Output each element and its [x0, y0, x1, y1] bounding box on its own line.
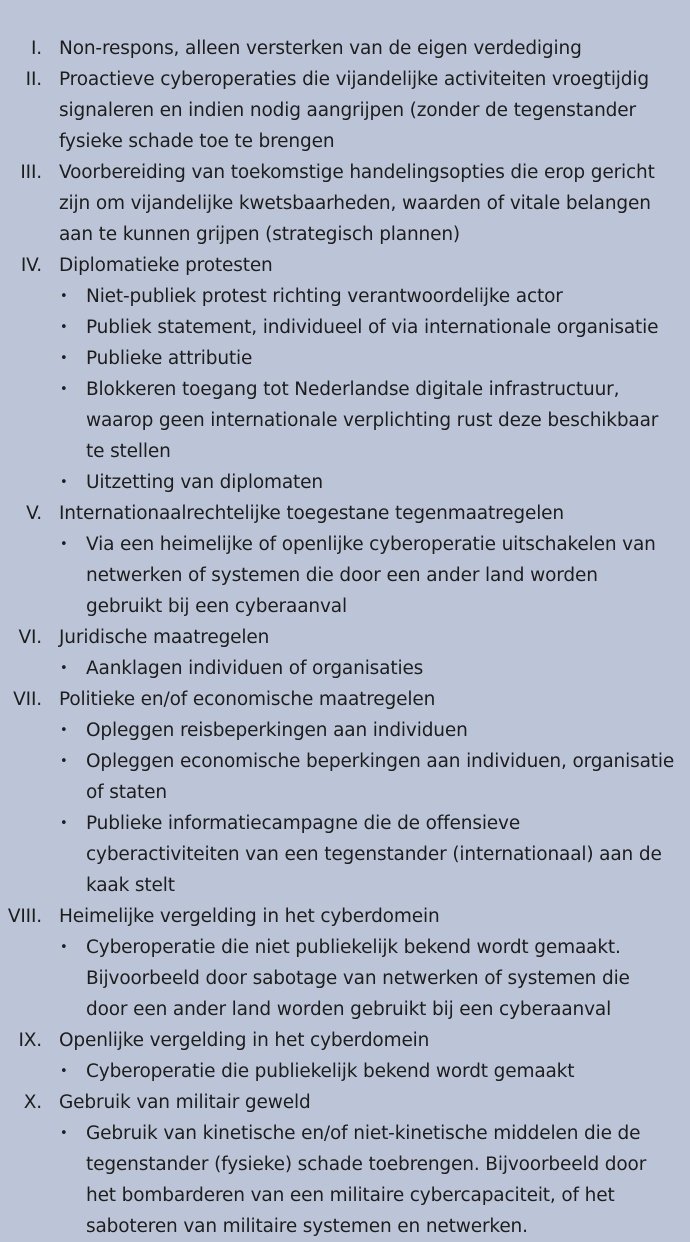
sub-item	[0, 374, 690, 467]
list-item	[0, 684, 690, 901]
item-numeral: IV.	[20, 255, 42, 276]
list-item	[0, 157, 690, 250]
bullet-marker: •	[60, 289, 68, 304]
item-text: Voorbereiding van toekomstige handelingsopties die erop gericht zijn om vijandelijke kwetsbaarheden, waarden of vitale belangen aan te kunnen grijpen (strategisch plannen)	[59, 162, 655, 245]
sub-item	[0, 715, 690, 746]
item-text: Gebruik van militair geweld	[59, 1092, 311, 1113]
item-numeral: V.	[26, 503, 42, 524]
bullet-marker: •	[60, 816, 68, 831]
list-item	[0, 498, 690, 622]
item-text: Openlijke vergelding in het cyberdomein	[59, 1030, 430, 1051]
sub-item	[0, 808, 690, 901]
item-text: Internationaalrechtelijke toegestane tegenmaatregelen	[59, 503, 564, 524]
sub-item	[0, 312, 690, 343]
bullet-marker: •	[60, 1064, 68, 1079]
item-numeral: I.	[30, 38, 42, 59]
item-text: Proactieve cyberoperaties die vijandelijke activiteiten vroegtijdig signaleren en indien nodig aangrijpen (zonder de tegenstander fysieke schade toe te brengen	[59, 69, 649, 152]
bullet-marker: •	[60, 754, 68, 769]
sub-item	[0, 1056, 690, 1087]
sub-item-text: Gebruik van kinetische en/of niet-kinetische middelen die de tegenstander (fysieke) schade toebrengen. Bijvoorbeeld door het bombarderen van een militaire cybercapaciteit, of het saboteren van militaire systemen en netwerken.	[86, 1123, 647, 1237]
sub-item-text: Cyberoperatie die publiekelijk bekend wordt gemaakt	[86, 1061, 575, 1082]
item-text: Juridische maatregelen	[59, 627, 270, 648]
sub-item-text: Blokkeren toegang tot Nederlandse digitale infrastructuur, waarop geen internationale verplichting rust deze beschikbaar te stellen	[86, 379, 659, 462]
item-numeral: IX.	[18, 1030, 42, 1051]
item-text: Non-respons, alleen versterken van de eigen verdediging	[59, 38, 582, 59]
bullet-marker: •	[60, 1126, 68, 1141]
bullet-marker: •	[60, 940, 68, 955]
sub-item	[0, 529, 690, 622]
item-numeral: VIII.	[7, 906, 42, 927]
sub-item	[0, 653, 690, 684]
item-text: Diplomatieke protesten	[59, 255, 273, 276]
bullet-marker: •	[60, 382, 68, 397]
bullet-marker: •	[60, 320, 68, 335]
sub-item-text: Publiek statement, individueel of via internationale organisatie	[86, 317, 659, 338]
list-item	[0, 64, 690, 157]
item-text: Politieke en/of economische maatregelen	[59, 689, 436, 710]
sub-item-text: Opleggen reisbeperkingen aan individuen	[86, 720, 468, 741]
item-numeral: VII.	[13, 689, 42, 710]
sub-item	[0, 467, 690, 498]
sub-item-text: Publieke attributie	[86, 348, 253, 369]
sub-item	[0, 281, 690, 312]
list-item	[0, 901, 690, 1025]
sub-item-text: Via een heimelijke of openlijke cyberoperatie uitschakelen van netwerken of systemen die door een ander land worden gebruikt bij een cyberaanval	[86, 534, 656, 617]
item-numeral: VI.	[18, 627, 42, 648]
list-item	[0, 250, 690, 498]
sub-item-text: Opleggen economische beperkingen aan individuen, organisatie of staten	[86, 751, 675, 803]
bullet-marker: •	[60, 351, 68, 366]
sub-item	[0, 1118, 690, 1242]
sub-item-text: Niet-publiek protest richting verantwoordelijke actor	[86, 286, 563, 307]
bullet-marker: •	[60, 723, 68, 738]
sub-item-text: Publieke informatiecampagne die de offensieve cyberactiviteiten van een tegenstander (internationaal) aan de kaak stelt	[86, 813, 662, 896]
sub-item	[0, 746, 690, 808]
item-numeral: II.	[25, 69, 42, 90]
list-item	[0, 33, 690, 64]
item-numeral: X.	[23, 1092, 42, 1113]
bullet-marker: •	[60, 475, 68, 490]
sub-item	[0, 343, 690, 374]
list-item	[0, 1025, 690, 1087]
sub-item-text: Cyberoperatie die niet publiekelijk bekend wordt gemaakt. Bijvoorbeeld door sabotage van netwerken of systemen die door een ander land worden gebruikt bij een cyberaanval	[86, 937, 630, 1020]
item-text: Heimelijke vergelding in het cyberdomein	[59, 906, 440, 927]
bullet-marker: •	[60, 661, 68, 676]
sub-item-text: Aanklagen individuen of organisaties	[86, 658, 424, 679]
item-numeral: III.	[20, 162, 42, 183]
list-item	[0, 622, 690, 684]
list-item	[0, 1087, 690, 1242]
sub-item	[0, 932, 690, 1025]
sub-item-text: Uitzetting van diplomaten	[86, 472, 323, 493]
bullet-marker: •	[60, 537, 68, 552]
